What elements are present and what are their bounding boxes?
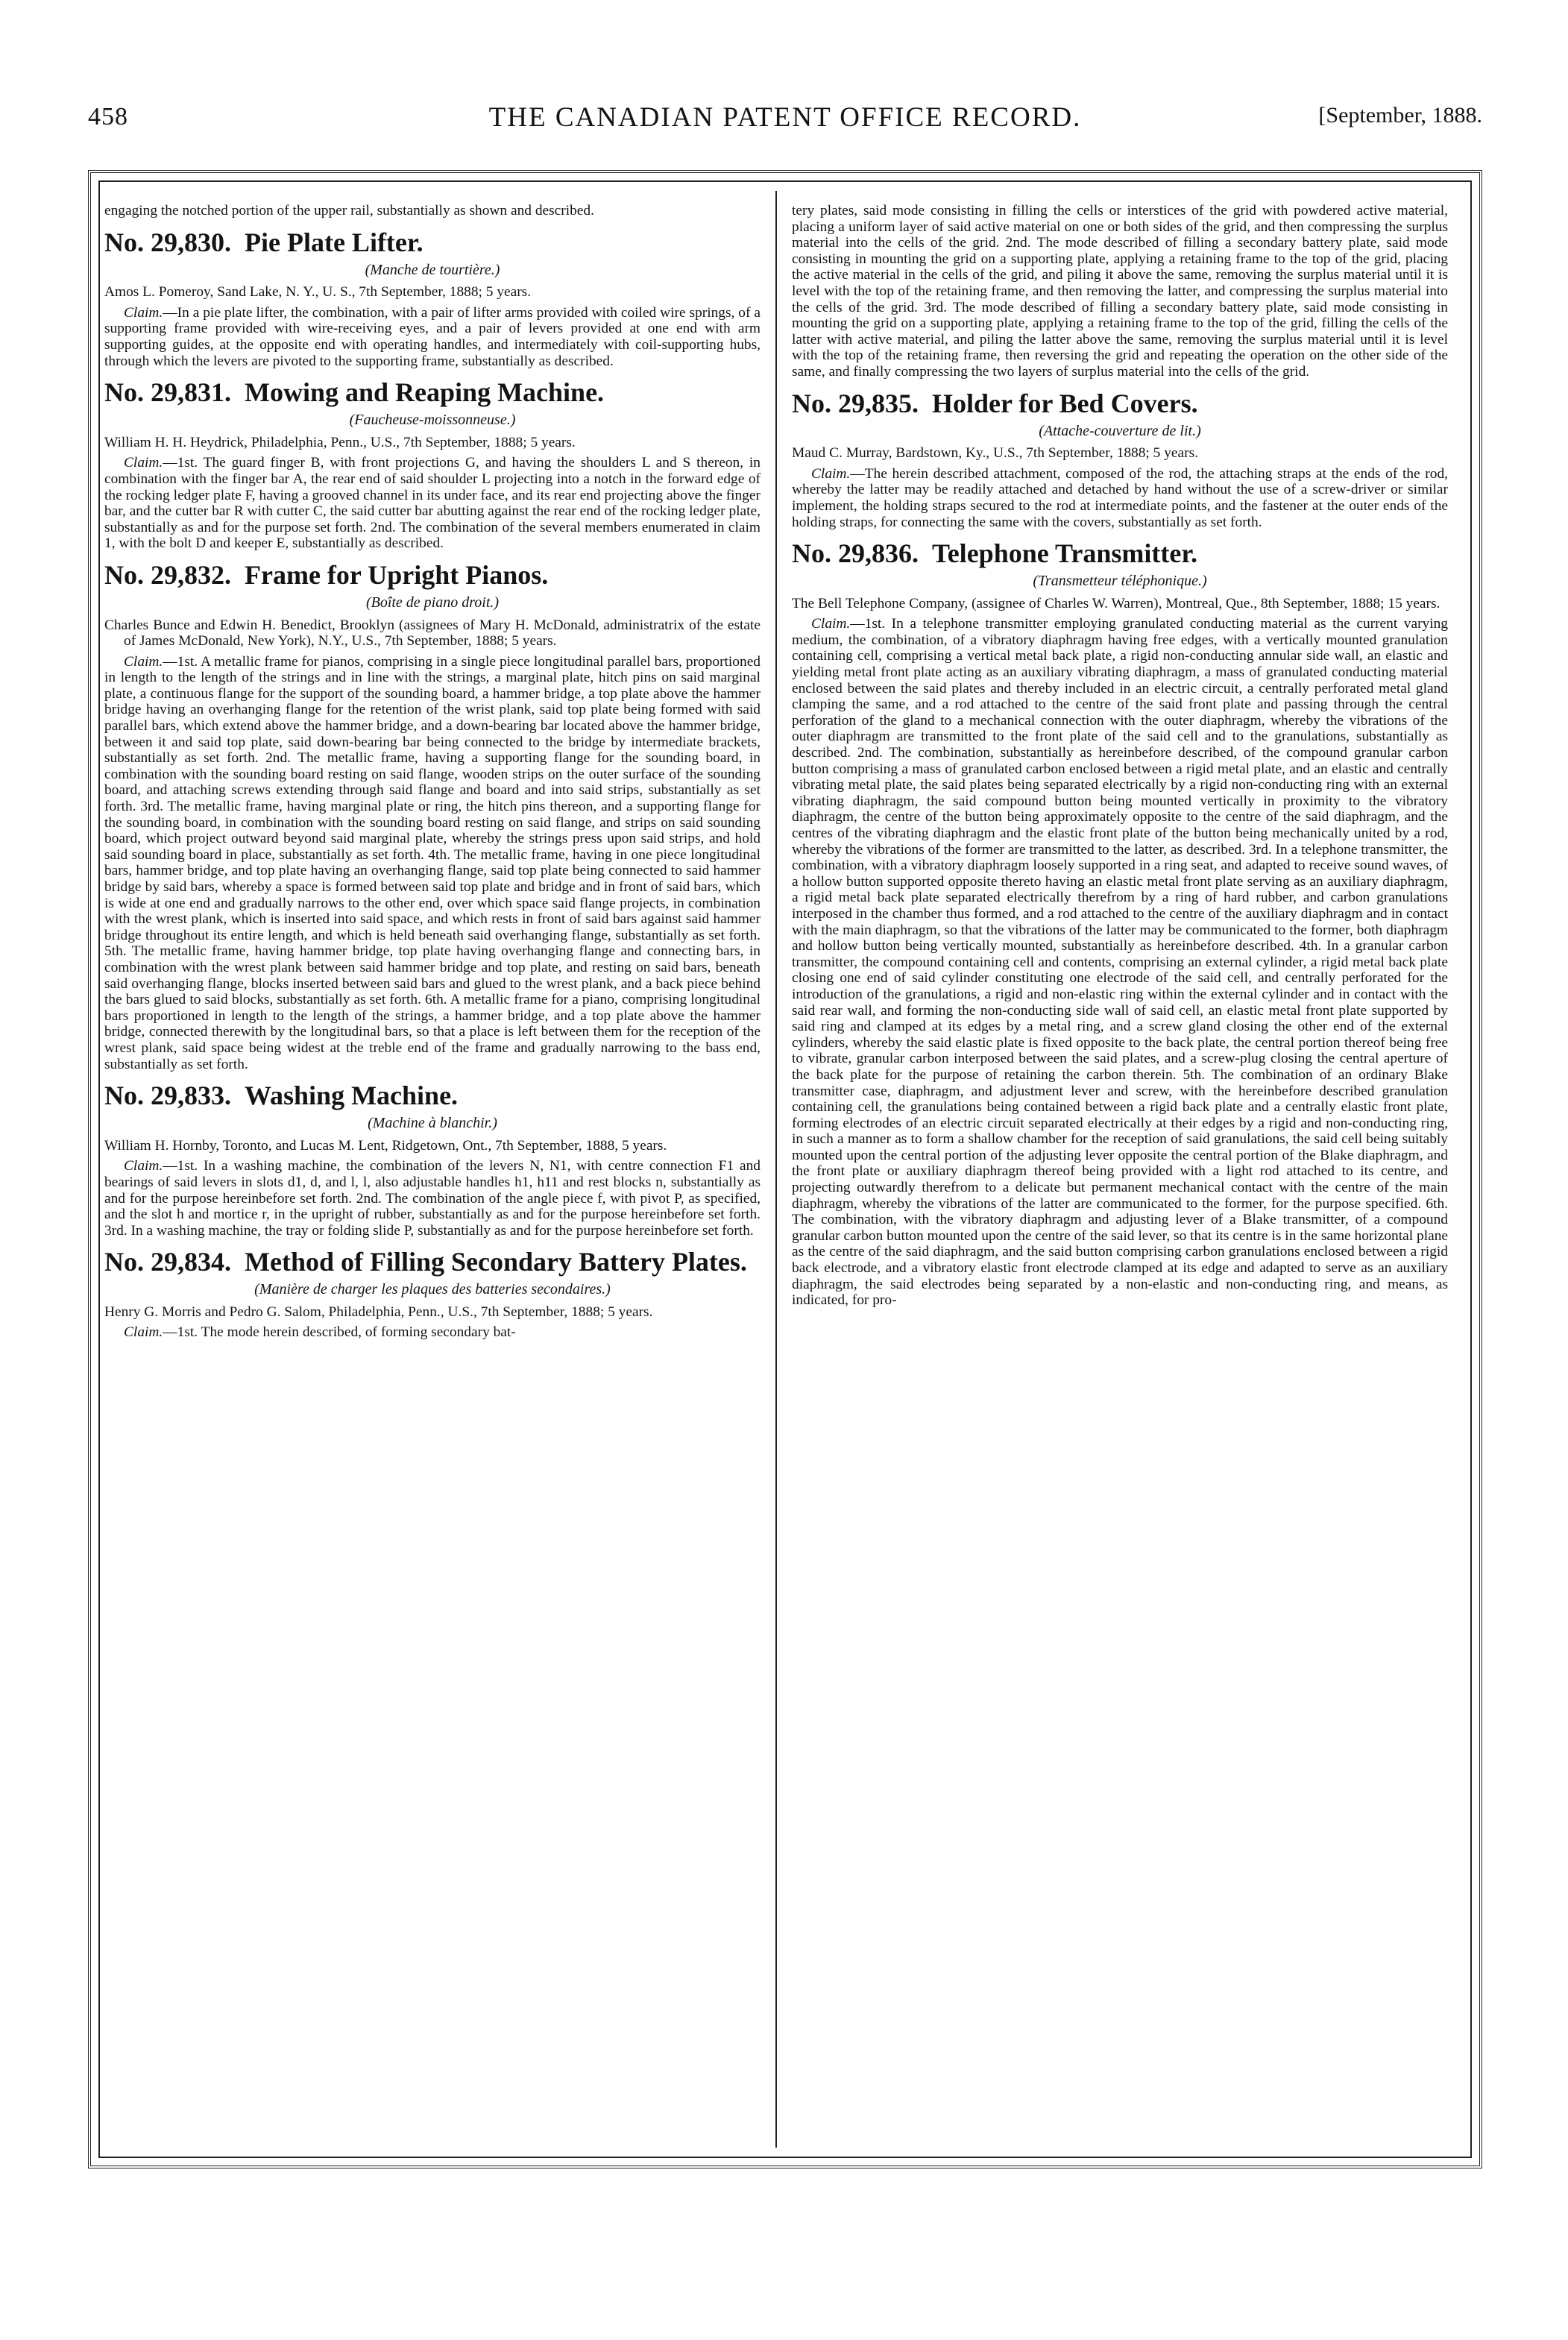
claim-text — [104, 654, 761, 1072]
patent-heading — [104, 559, 761, 591]
patent-title: Holder for Bed Covers. — [932, 388, 1198, 418]
inventor-line: William H. Hornby, Toronto, and Lucas M. Lent, Ridgetown, Ont., 7th September, 1888, 5 years. — [104, 1137, 667, 1154]
patent-entry-29836 — [792, 538, 1448, 1309]
patent-entry-29835 — [792, 388, 1448, 531]
french-title: (Attache-couverture de lit.) — [1039, 422, 1201, 439]
patent-title: Pie Plate Lifter. — [245, 227, 424, 257]
patent-heading — [104, 1246, 761, 1277]
patent-entry-29830 — [104, 227, 761, 370]
french-title: (Machine à blanchir.) — [368, 1115, 497, 1132]
claim-label: Claim. — [811, 465, 851, 482]
patent-title: Frame for Upright Pianos. — [245, 559, 549, 590]
claim-body: —In a pie plate lifter, the combination, with a pair of lifter arms provided with coiled wire springs, of a supporting frame provided with wire-receiving eyes, and a pair of levers provided at one end with arm supporting guides, at the opposite end with operating handles, and intermediately with coil-supporting hubs, through which the levers are pivoted to the supporting frame, substantially as described. — [104, 304, 761, 369]
patent-entry-29832 — [104, 559, 761, 1072]
page-frame — [88, 170, 1482, 2168]
patent-title: Telephone Transmitter. — [932, 538, 1198, 569]
claim-body: —1st. In a telephone transmitter employing granulated conducting material as the current varying medium, the combination, of a vibratory diaphragm having free edges, with a vertically mounted granulation containing cell, comprising a vertical metal back plate, a rigid non-conducting annular side wall, an elastic and yielding metal front plate acting as an auxiliary vibrating diaphragm, a mass of granulated conducting material enclosed between the said plates and thereby included in an electric circuit, a centrally perforated metal gland clamping the same, and a rod attached to the centre of the said front plate and passing through the central perforation of the gland to a mechanical connection with the outer diaphragm, whereby the vibrations of the outer diaphragm are transmitted to the front plate of the said cell and to the granulations, substantially as described. 2nd. The combination, substantially as hereinbefore described, of the compound granular carbon button comprising a mass of granulated carbon enclosed between a rigid metal plate, and an elastic and centrally vibrating metal plate, the said plates being separated electrically by a rigid non-conducting ring with an external vibrating diaphragm, the said compound button being mounted vertically in proximity to the vibratory diaphragm, the centre of the button being approximately opposite to the centre of the said diaphragm, and the centres of the vibrating diaphragm and the elastic front plate of the button being mechanically united by a rod, whereby the vibrations of the former are transmitted to the latter, as described. 3rd. In a telephone transmitter, the combination, with a vibratory diaphragm loosely supported in a ring seat, and adapted to receive sound waves, of a hollow button supported opposite thereto having an elastic metal front plate serving as an auxiliary diaphragm, a rigid metal back plate separated electrically therefrom by a ring of hard rubber, and carbon granulations interposed in the chamber thus formed, and a rod attached to the centre of the auxiliary diaphragm and in contact with the main diaphragm, so that the vibrations of the latter may be communicated to the former, both diaphragm and hollow button being vertically mounted, substantially as hereinbefore described. 4th. In a granular carbon transmitter, the compound containing cell and contents, comprising an external cylinder, a rigid metal back plate closing one end of said cylinder constituting one electrode of the said cell, and centrally perforated for the introduction of the granulations, a rigid and non-elastic ring within the external cylinder and in contact with the said rear wall, and forming the non-conducting side wall of said cell, an elastic metal front plate supported by said ring and clamped at its edges by a metal ring, and a screw gland closing the other end of the external cylinders, whereby the said elastic plate is fixed opposite to the back plate, the central portion thereof being free to vibrate, granular carbon interposed between the said plates, and a screw-plug closing the central aperture of the back plate for the purpose of retaining the carbon therein. 5th. The combination of an ordinary Blake transmitter case, diaphragm, and adjustment lever and screw, with the hereinbefore described granulation containing cell, the granulations being contained between a rigid back plate and a centrally elastic front plate, forming electrodes of an electric circuit separated electrically at their edges by a rigid and non-conducting ring, in such a manner as to form a shallow chamber for the reception of said granulations, the said cell being suitably mounted upon the central portion of the adjusting lever opposite the central portion of the Blake diaphragm, and the front plate or auxiliary diaphragm thereof being provided with a light rod attached to its centre, and projecting outwardly therefrom to a delicate but permanent mechanical contact with the centre of the main diaphragm, whereby the vibrations of the latter are communicated to the former, for the purpose specified. 6th. The combination, with the vibratory diaphragm and adjusting lever of a Blake transmitter, of a compound granular carbon button mounted upon the centre of the said lever, so that its centre is in the same horizontal plane as the centre of the said diaphragm, and the said button comprising carbon granulations enclosed between a rigid back electrode, and a vibratory elastic front electrode clamped at its edge and adapted to serve as an auxiliary diaphragm, the said electrodes being separated by a non-elastic and non-conducting ring, and means, as indicated, for pro- — [792, 616, 1448, 1309]
patent-number: No. 29,832. — [104, 559, 231, 590]
continuation-text: engaging the notched portion of the upper rail, substantially as shown and described. — [104, 203, 594, 218]
claim-text — [104, 1324, 761, 1341]
patent-number: No. 29,836. — [792, 538, 919, 569]
claim-body: —1st. The guard finger B, with front projections G, and having the shoulders L and S thereon, in combination with the finger bar A, the rear end of said shoulder L projecting into a notch in the forward edge of the rocking ledger plate F, having a grooved channel in its under face, and its rear end projecting above the finger bar, and the cutter bar R with cutter C, the said cutter bar abutting against the rear end of the rocking ledger plate, substantially as and for the purpose set forth. 2nd. The combination of the several members enumerated in claim 1, with the bolt D and keeper E, substantially as described. — [104, 455, 761, 552]
patent-heading — [792, 388, 1448, 419]
french-title: (Manière de charger les plaques des batteries secondaires.) — [254, 1281, 611, 1298]
patent-entry-29834 — [104, 1246, 761, 1341]
claim-text — [104, 455, 761, 552]
french-title: (Faucheuse-moissonneuse.) — [349, 412, 516, 429]
claim-label: Claim. — [124, 653, 163, 670]
right-column — [792, 203, 1448, 1316]
page-number: 458 — [88, 103, 128, 130]
patent-number: No. 29,830. — [104, 227, 231, 257]
patent-number: No. 29,831. — [104, 377, 231, 408]
left-column — [104, 203, 761, 1348]
patent-heading — [104, 1080, 761, 1111]
patent-entry-29833 — [104, 1080, 761, 1239]
column-divider — [775, 191, 777, 2148]
french-title: (Boîte de piano droit.) — [365, 594, 500, 611]
journal-title: THE CANADIAN PATENT OFFICE RECORD. — [488, 102, 1082, 133]
claim-text — [792, 616, 1448, 1309]
inventor-line: Amos L. Pomeroy, Sand Lake, N. Y., U. S., 7th September, 1888; 5 years. — [104, 284, 532, 301]
inventor-line: Henry G. Morris and Pedro G. Salom, Philadelphia, Penn., U.S., 7th September, 1888; 5 years. — [104, 1303, 653, 1320]
patent-title: Method of Filling Secondary Battery Plates. — [245, 1247, 747, 1277]
french-title: (Manche de tourtière.) — [365, 261, 500, 278]
claim-body: —1st. In a washing machine, the combination of the levers N, N1, with centre connection F1 and bearings of said levers in slots d1, d, and l, l, also adjustable handles h1, h11 and rest blocks n, substantially as and for the purpose hereinbefore set forth. 2nd. The combination of the angle piece f, with pivot P, as specified, and the slot h and mortice r, in the upright of rubber, substantially as and for the purpose hereinbefore set forth. 3rd. In a washing machine, the tray or folding slide P, substantially as and for the purpose hereinbefore set forth. — [104, 1158, 761, 1239]
claim-label: Claim. — [124, 455, 163, 471]
patent-heading — [792, 538, 1448, 569]
claim-body: —1st. A metallic frame for pianos, comprising in a single piece longitudinal parallel bars, proportioned in length to the length of the strings and in line with the strings, a marginal plate, hitch pins on said marginal plate, a continuous flange for the support of the sounding board, a hammer bridge, a top plate above the hammer bridge having an overhanging flange for the retention of the wrist plank, said top plate being formed with said parallel bars, which extend above the hammer bridge, and a down-bearing bar located above the hammer bridge, between it and said top plate, said down-bearing bar being connected to the bridge by intermediate brackets, substantially as set forth. 2nd. The metallic frame, having a supporting flange for the sounding board, in combination with the sounding board resting on said flange, wooden strips on the outer surface of the sounding board, and attaching screws extending through said flange and board and into said strips, substantially as set forth. 3rd. The metallic frame, having marginal plate or ring, the hitch pins thereon, and a supporting flange for the sounding board, in combination with the sounding board resting on said flange, and strips on said sounding board, which project outward beyond said marginal plate, whereby the strings press upon said strips, and hold said sounding board in place, substantially as set forth. 4th. The metallic frame, having in one piece longitudinal bars, hammer bridge, and top plate having an overhanging flange, said top plate being connected to said hammer bridge by said bars, whereby a space is formed between said top plate and bridge and in front of said bars, which is wide at one end and gradually narrows to the other end, over which space said flange projects, in combination with the wrest plank, which is inserted into said space, and which rests in front of said bars against said hammer bridge throughout its entire length, and which is held beneath said overhanging flange, substantially as set forth. 5th. The metallic frame, having hammer bridge, top plate having overhanging flange and connecting bars, in combination with the wrest plank between said hammer bridge and top plate, and resting on said bars, beneath said overhanging flange, blocks inserted between said bars and glued to the wrest plank, and a back piece behind the bars glued to said blocks, substantially as set forth. 6th. A metallic frame for a piano, comprising longitudinal bars proportioned in length to the length of the strings, a hammer bridge, and a top plate above the hammer bridge, connected therewith by the longitudinal bars, so that a place is left between them for the reception of the wrest plank, said space being widest at the treble end of the frame and gradually narrowing to the bass end, substantially as set forth. — [104, 653, 761, 1072]
claim-label: Claim. — [124, 1324, 163, 1341]
page-header — [88, 95, 1482, 140]
patent-heading — [104, 377, 761, 408]
inventor-line: Maud C. Murray, Bardstown, Ky., U.S., 7th September, 1888; 5 years. — [792, 445, 1198, 462]
claim-text — [792, 466, 1448, 530]
inventor-line: Charles Bunce and Edwin H. Benedict, Brooklyn (assignees of Mary H. McDonald, administratrix of the estate of James McDonald, New York), N.Y., U.S., 7th September, 1888; 5 years. — [104, 617, 761, 650]
inventor-line: William H. H. Heydrick, Philadelphia, Penn., U.S., 7th September, 1888; 5 years. — [104, 434, 576, 450]
patent-entry-29831 — [104, 377, 761, 552]
patent-title: Mowing and Reaping Machine. — [245, 377, 605, 408]
claim-label: Claim. — [124, 1158, 163, 1174]
patent-number: No. 29,834. — [104, 1247, 231, 1277]
inventor-line: The Bell Telephone Company, (assignee of Charles W. Warren), Montreal, Que., 8th September, 1888; 15 years. — [792, 595, 1441, 611]
patent-heading — [104, 227, 761, 258]
patent-number: No. 29,835. — [792, 388, 919, 418]
patent-title: Washing Machine. — [245, 1081, 459, 1111]
claim-text — [104, 305, 761, 369]
patent-number: No. 29,833. — [104, 1081, 231, 1111]
issue-date: [September, 1888. — [1318, 103, 1482, 128]
claim-text — [104, 1158, 761, 1239]
claim-body: —The herein described attachment, composed of the rod, the attaching straps at the ends of the rod, whereby the latter may be readily attached and detached by hand without the use of a screw-driver or similar implement, the holding straps secured to the rod at intermediate points, and the fastener at the outer ends of the holding straps, for connecting the same with the covers, substantially as set forth. — [792, 465, 1448, 530]
claim-body: —1st. The mode herein described, of forming secondary bat- — [163, 1324, 516, 1341]
claim-label: Claim. — [124, 304, 163, 321]
french-title: (Transmetteur téléphonique.) — [1033, 573, 1207, 590]
claim-label: Claim. — [811, 616, 851, 632]
continuation-text: tery plates, said mode consisting in filling the cells or interstices of the grid with powdered active material, placing a uniform layer of said active material on one or both sides of the grid, and then compressing the surplus material into the cells of the grid. 2nd. The mode described of filling a secondary battery plate, said mode consisting in mounting the grid on a supporting plate, applying a retaining frame to the top of the grid, placing the active material in the cells of the grid, and piling it above the same, removing the surplus material until it is level with the top of the retaining frame, and then removing the latter, and compressing the surplus material into the cells of the grid. 3rd. The mode described of filling a secondary battery plate, said mode consisting in mounting the grid on a supporting plate, applying a retaining frame to the top of the grid, filling the cells of the latter with active material, and piling the latter above the same, removing the surplus material until it is level with the top of the retaining frame, then reversing the grid and repeating the operation on the other side of the same, and finally compressing the two layers of surplus material into the cells of the grid. — [792, 203, 1448, 380]
